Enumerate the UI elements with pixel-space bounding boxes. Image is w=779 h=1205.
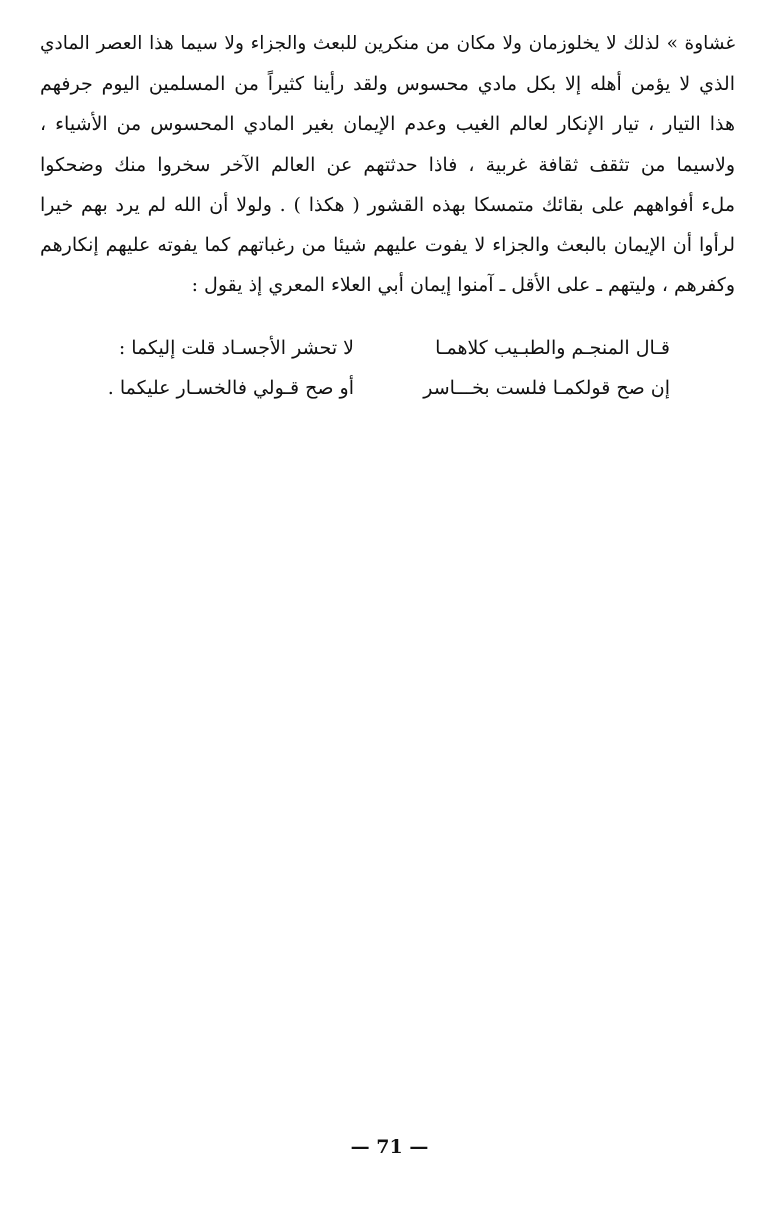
page-number: — 71 — — [350, 1136, 429, 1158]
verse-first-hemistich: إن صح قولكمـا فلست بخـــاسر — [423, 377, 670, 399]
verse-first-hemistich: قـال المنجـم والطبـيب كلاهمـا — [435, 337, 670, 359]
text-line: ملء أفواههم على بقائك متمسكا بهذه القشور ( هكذا ) . ولولا أن الله لم يرد بهم خيرا — [40, 193, 735, 216]
verse-second-hemistich: لا تحشر الأجسـاد قلت إليكما : — [118, 337, 354, 359]
text-line: وكفرهم ، وليتهم ـ على الأقل ـ آمنوا إيمان أبي العلاء المعري إذ يقول : — [191, 274, 735, 297]
text-line: هذا التيار ، تيار الإنكار لعالم الغيب وعدم الإيمان بغير المادي المحسوس من الأشياء ، — [40, 113, 735, 136]
body-paragraph — [40, 24, 735, 305]
verse-line — [74, 328, 670, 368]
text-line: الذي لا يؤمن أهله إلا بكل مادي محسوس ولقد رأينا كثيراً من المسلمين اليوم جرفهم — [40, 73, 735, 96]
verse-second-hemistich: أو صح قـولي فالخسـار عليكما . — [107, 377, 354, 399]
text-line: ولاسيما من تثقف ثقافة غربية ، فاذا حدثتهم عن العالم الآخر سخروا منك وضحكوا — [40, 153, 735, 176]
verse-line — [74, 368, 670, 408]
text-line: غشاوة » لذلك لا يخلوزمان ولا مكان من منكرين للبعث والجزاء ولا سيما هذا العصر المادي — [40, 33, 735, 54]
text-line: لرأوا أن الإيمان بالبعث والجزاء لا يفوت عليهم شيئا من رغباتهم كما يفوته عليهم إنكارهم — [40, 233, 735, 256]
poem-verses — [74, 328, 670, 408]
